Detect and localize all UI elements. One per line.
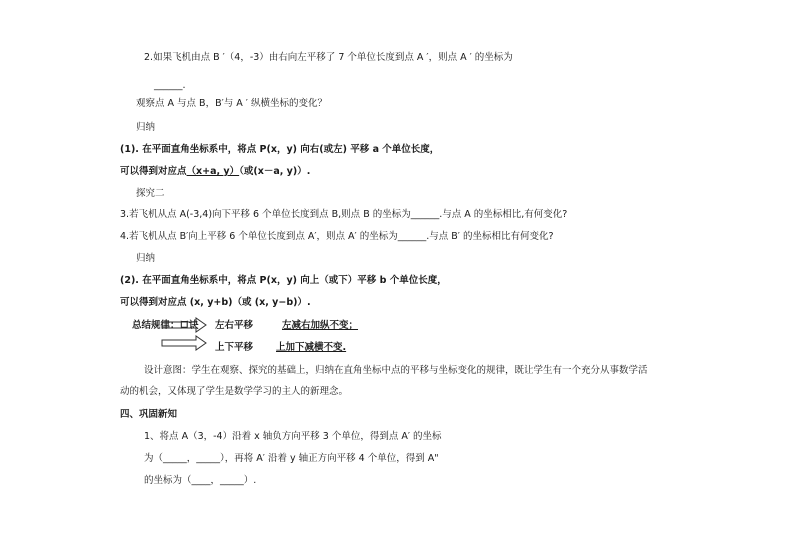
section-4-heading: 四、巩固新知 [120, 409, 178, 420]
summary-item-2-b: 上加下减横不变. [276, 342, 347, 353]
exercise-1-line-3: 的坐标为（____，_____）. [144, 475, 257, 486]
rule-1-line-2 [120, 166, 310, 178]
induction-label-2: 归纳 [136, 253, 156, 264]
summary-arrow-1 [160, 317, 208, 333]
right-arrow-icon-2 [160, 335, 208, 351]
exercise-1-line-2: 为（_____，_____），再将 A′ 沿着 y 轴正方向平移 4 个单位，得到 A" [144, 453, 439, 464]
rule-1-suffix: （或(x－a, y)）. [239, 166, 311, 177]
rule-2-line-1: (2). 在平面直角坐标系中，将点 P(x，y) 向上（或下）平移 b 个单位长度， [120, 275, 447, 286]
rule-1-prefix: 可以得到对应点 [120, 166, 187, 177]
rule-2-line-2: 可以得到对应点 (x, y+b)（或 (x, y−b)）. [120, 297, 311, 308]
design-intent-line-1: 设计意图：学生在观察、探究的基础上，归纳在直角坐标中点的平移与坐标变化的规律，既让学生有一个充分从事数学活 [144, 365, 648, 376]
induction-label-1: 归纳 [136, 122, 156, 133]
rule-1-point: （x+a, y） [186, 166, 240, 177]
question-2-text: 2.如果飞机由点 B ′（4，-3）由右向左平移了 7 个单位长度到点 A ′，则点 A ′ 的坐标为 [144, 52, 513, 63]
summary-item-1-a: 左右平移 [215, 320, 254, 331]
exercise-1-line-1: 1、将点 A（3，-4）沿着 x 轴负方向平移 3 个单位，得到点 A′ 的坐标 [144, 431, 442, 442]
right-arrow-icon [160, 317, 208, 333]
question-4: 4.若飞机从点 B′向上平移 6 个单位长度到点 A′，则点 A′ 的坐标为______.与点 B′ 的坐标相比有何变化? [120, 231, 554, 242]
rule-1-line-1: (1). 在平面直角坐标系中，将点 P(x，y) 向右(或左) 平移 a 个单位长度， [120, 144, 440, 155]
question-2 [144, 52, 513, 64]
summary-label: 总结规律：口诀 [132, 320, 199, 331]
explore-2-heading: 探究二 [136, 188, 165, 199]
observe-prompt: 观察点 A 与点 B，B′与 A ′ 纵横坐标的变化？ [136, 98, 327, 109]
question-3: 3.若飞机从点 A(-3,4)向下平移 6 个单位长度到点 B,则点 B 的坐标为______.与点 A 的坐标相比,有何变化? [120, 209, 568, 220]
summary-arrow-2 [160, 335, 208, 351]
summary-item-1-b: 左减右加纵不变； [282, 320, 359, 331]
question-2-blank: ______. [154, 80, 186, 91]
design-intent-line-2: 动的机会，又体现了学生是数学学习的主人的新理念。 [120, 386, 349, 397]
summary-item-2-a: 上下平移 [215, 342, 254, 353]
